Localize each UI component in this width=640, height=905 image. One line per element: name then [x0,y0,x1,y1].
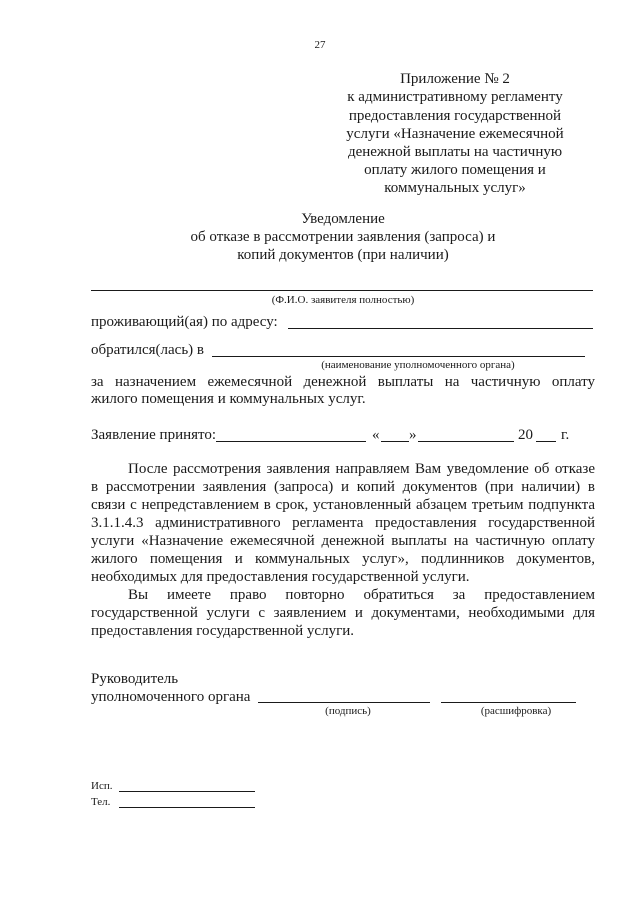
accepted-label: Заявление принято: [91,427,217,443]
address-line [288,328,593,329]
purpose-line: жилого помещения и коммунальных услуг. [91,391,366,407]
fio-line [91,290,593,291]
purpose-line: за назначением ежемесячной денежной выплаты на частичную оплату [91,374,595,390]
paragraph-line: предоставления государственной услуги. [91,623,355,639]
paragraph-line: необходимых для предоставления государственной услуги. [91,569,470,585]
applied-label: обратился(лась) в [91,342,204,358]
title-line: копий документов (при наличии) [237,247,449,263]
paragraph-line: жилого помещения и коммунальных услуг», подлинников документов, [91,551,595,567]
paragraph-line: услуги «Назначение ежемесячной денежной выплаты на частичную оплату [91,533,595,549]
accepted-year-prefix: 20 [518,427,533,443]
appendix-line: оплату жилого помещения и [364,162,546,178]
head-title-line1: Руководитель [91,671,179,687]
accepted-year-suffix: г. [561,427,570,443]
paragraph-line: связи с непредставлением в срок, установленный абзацем третьим подпункта [91,497,595,513]
appendix-line: к административному регламенту [347,89,563,105]
paragraph-line: государственной услуги с заявлением и документами, необходимыми для [91,605,595,621]
organ-line [212,356,585,357]
accepted-month-line [418,441,514,442]
executor-line [119,791,255,792]
fio-caption: (Ф.И.О. заявителя полностью) [271,294,415,306]
title-line: Уведомление [301,211,385,227]
address-label: проживающий(ая) по адресу: [91,314,278,330]
decode-caption: (расшифровка) [480,705,552,717]
signature-line [258,702,430,703]
appendix-line: услуги «Назначение ежемесячной [346,126,564,142]
appendix-line: предоставления государственной [348,108,562,124]
decode-line [441,702,576,703]
phone-line [119,807,255,808]
organ-caption: (наименование уполномоченного органа) [321,359,515,371]
accepted-open-quote: « [372,427,380,443]
executor-label: Исп. [91,780,113,792]
accepted-close-quote: » [409,427,417,443]
appendix-line: коммунальных услуг» [384,180,526,196]
head-title-line2: уполномоченного органа [91,689,251,705]
phone-label: Тел. [91,796,111,808]
paragraph-line: 3.1.1.4.3 административного регламента предоставления государственной [91,515,595,531]
title-line: об отказе в рассмотрении заявления (запроса) и [190,229,496,245]
paragraph-line: в рассмотрении заявления (запроса) и копий документов (при наличии) в [91,479,595,495]
page-number: 27 [314,39,326,51]
signature-caption: (подпись) [325,705,371,717]
accepted-year-line [536,441,556,442]
appendix-line: Приложение № 2 [400,71,510,87]
accepted-line [216,441,366,442]
appendix-line: денежной выплаты на частичную [347,144,563,160]
paragraph-line: После рассмотрения заявления направляем Вам уведомление об отказе [128,461,595,477]
accepted-day-line [381,441,409,442]
paragraph-line: Вы имеете право повторно обратиться за предоставлением [128,587,595,603]
